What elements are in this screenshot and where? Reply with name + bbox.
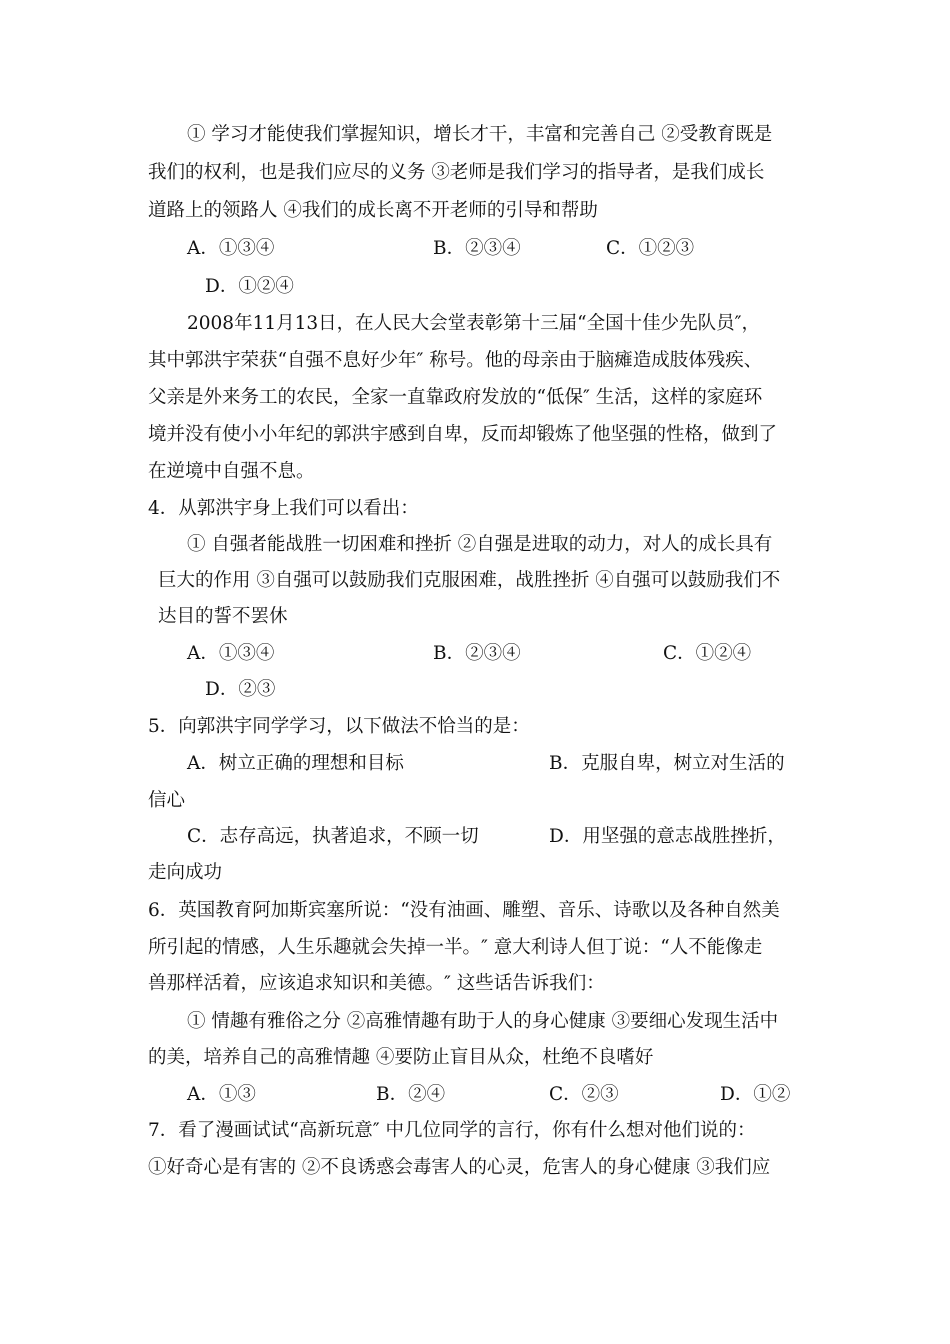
text-line: ① 情趣有雅俗之分 ②高雅情趣有助于人的身心健康 ③要细心发现生活中 xyxy=(187,1011,779,1032)
option-a: A．①③④ xyxy=(187,238,275,259)
option-b: B．②④ xyxy=(376,1084,446,1105)
option-d: D．用坚强的意志战胜挫折， xyxy=(549,826,786,847)
option-b: B．克服自卑，树立对生活的 xyxy=(549,753,785,774)
passage-line: 在逆境中自强不息。 xyxy=(148,461,315,482)
question-5-stem: 5．向郭洪宇同学学习，以下做法不恰当的是： xyxy=(148,716,530,737)
option-a: A．①③ xyxy=(187,1084,256,1105)
option-d: D．②③ xyxy=(205,679,276,700)
option-d-continued: 走向成功 xyxy=(148,862,223,883)
option-b: B．②③④ xyxy=(433,643,521,664)
text-line: ①好奇心是有害的 ②不良诱惑会毒害人的心灵，危害人的身心健康 ③我们应 xyxy=(148,1157,771,1178)
option-c: C．①②④ xyxy=(663,643,752,664)
text-line: 我们的权利，也是我们应尽的义务 ③老师是我们学习的指导者，是我们成长 xyxy=(148,162,765,183)
text-line: 所引起的情感，人生乐趣就会失掉一半。″ 意大利诗人但丁说：“人不能像走 xyxy=(148,937,763,958)
text-line: 兽那样活着，应该追求知识和美德。″ 这些话告诉我们： xyxy=(148,973,605,994)
question-6-stem: 6．英国教育阿加斯宾塞所说：“没有油画、雕塑、音乐、诗歌以及各种自然美 xyxy=(148,900,780,921)
option-d: D．①②④ xyxy=(205,276,294,297)
option-c: C．志存高远，执著追求，不顾一切 xyxy=(187,826,479,847)
text-line: 道路上的领路人 ④我们的成长离不开老师的引导和帮助 xyxy=(148,200,598,221)
text-line: 达目的誓不罢休 xyxy=(158,606,288,627)
option-b-continued: 信心 xyxy=(148,790,186,811)
text-line: 的美，培养自己的高雅情趣 ④要防止盲目从众，杜绝不良嗜好 xyxy=(148,1047,654,1068)
option-c: C．①②③ xyxy=(606,238,695,259)
text-line: ① 自强者能战胜一切困难和挫折 ②自强是进取的动力，对人的成长具有 xyxy=(187,534,773,555)
passage-line: 父亲是外来务工的农民，全家一直靠政府发放的“低保″ 生活，这样的家庭环 xyxy=(148,387,763,408)
passage-line: 境并没有使小小年纪的郭洪宇感到自卑，反而却锻炼了他坚强的性格，做到了 xyxy=(148,424,778,445)
passage-line: 其中郭洪宇荣获“自强不息好少年″ 称号。他的母亲由于脑瘫造成肢体残疾、 xyxy=(148,350,763,371)
question-4-stem: 4．从郭洪宇身上我们可以看出： xyxy=(148,498,419,519)
text-line: 巨大的作用 ③自强可以鼓励我们克服困难，战胜挫折 ④自强可以鼓励我们不 xyxy=(158,570,781,591)
option-b: B．②③④ xyxy=(433,238,521,259)
passage-line: 2008年11月13日，在人民大会堂表彰第十三届“全国十佳少先队员″， xyxy=(187,313,761,334)
option-a: A．树立正确的理想和目标 xyxy=(187,753,404,774)
question-7-stem: 7．看了漫画试试“高新玩意″ 中几位同学的言行，你有什么想对他们说的： xyxy=(148,1120,756,1141)
option-c: C．②③ xyxy=(549,1084,619,1105)
option-d: D．①② xyxy=(720,1084,791,1105)
option-a: A．①③④ xyxy=(187,643,275,664)
text-line: ① 学习才能使我们掌握知识，增长才干，丰富和完善自己 ②受教育既是 xyxy=(187,124,773,145)
